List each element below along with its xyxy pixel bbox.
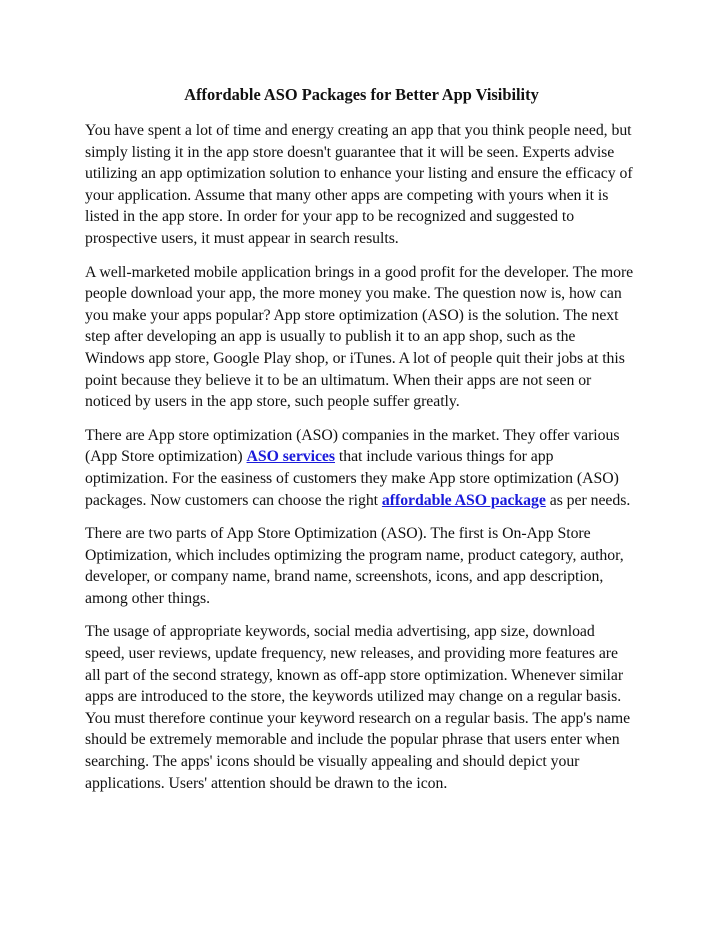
paragraph-text: There are App store optimization (ASO) companies in the market. They offer various (App Store optimization)	[85, 426, 620, 466]
paragraph-marketing: A well-marketed mobile application brings in a good profit for the developer. The more people download your app, the more money you make. The question now is, how can you make your apps popular? App store optimization (ASO) is the solution. The next step after developing an app is usually to publish it to an app shop, such as the Windows app store, Google Play shop, or iTunes. A lot of people quit their jobs at this point because they believe it to be an ultimatum. When their apps are not seen or noticed by users in the app store, such people suffer greatly.	[85, 263, 634, 411]
paragraph-text: as per needs.	[545, 491, 631, 509]
paragraph-text: that include various things for app optimization. For the easiness of customers they make App store optimization (ASO) packages. Now customers can choose the right	[85, 448, 619, 509]
paragraph-off-app-aso: The usage of appropriate keywords, social media advertising, app size, download speed, user reviews, update frequency, new releases, and providing more features are all part of the second strategy, known as off-app store optimization. Whenever similar apps are introduced to the store, the keywords utilized may change on a regular basis. You must therefore continue your keyword research on a regular basis. The app's name should be extremely memorable and include the popular phrase that users enter when searching. The apps' icons should be visually appealing and should depict your applications. Users' attention should be drawn to the icon.	[85, 623, 631, 792]
paragraph-on-app-aso: There are two parts of App Store Optimization (ASO). The first is On-App Store Optimization, which includes optimizing the program name, product category, author, developer, or company name, brand name, screenshots, icons, and app description, among other things.	[85, 525, 624, 607]
aso-services-link[interactable]: ASO services	[246, 448, 335, 466]
paragraph-intro: You have spent a lot of time and energy creating an app that you think people need, but simply listing it in the app store doesn't guarantee that it will be seen. Experts advise utilizing an app optimization solution to enhance your listing and ensure the efficacy of your application. Assume that many other apps are competing with yours when it is listed in the app store. In order for your app to be recognized and suggested to prospective users, it must appear in search results.	[85, 122, 633, 247]
paragraph-aso-companies	[85, 425, 636, 511]
affordable-aso-package-link[interactable]: affordable ASO package	[381, 491, 546, 509]
document-title: Affordable ASO Packages for Better App Visibility	[184, 85, 539, 104]
